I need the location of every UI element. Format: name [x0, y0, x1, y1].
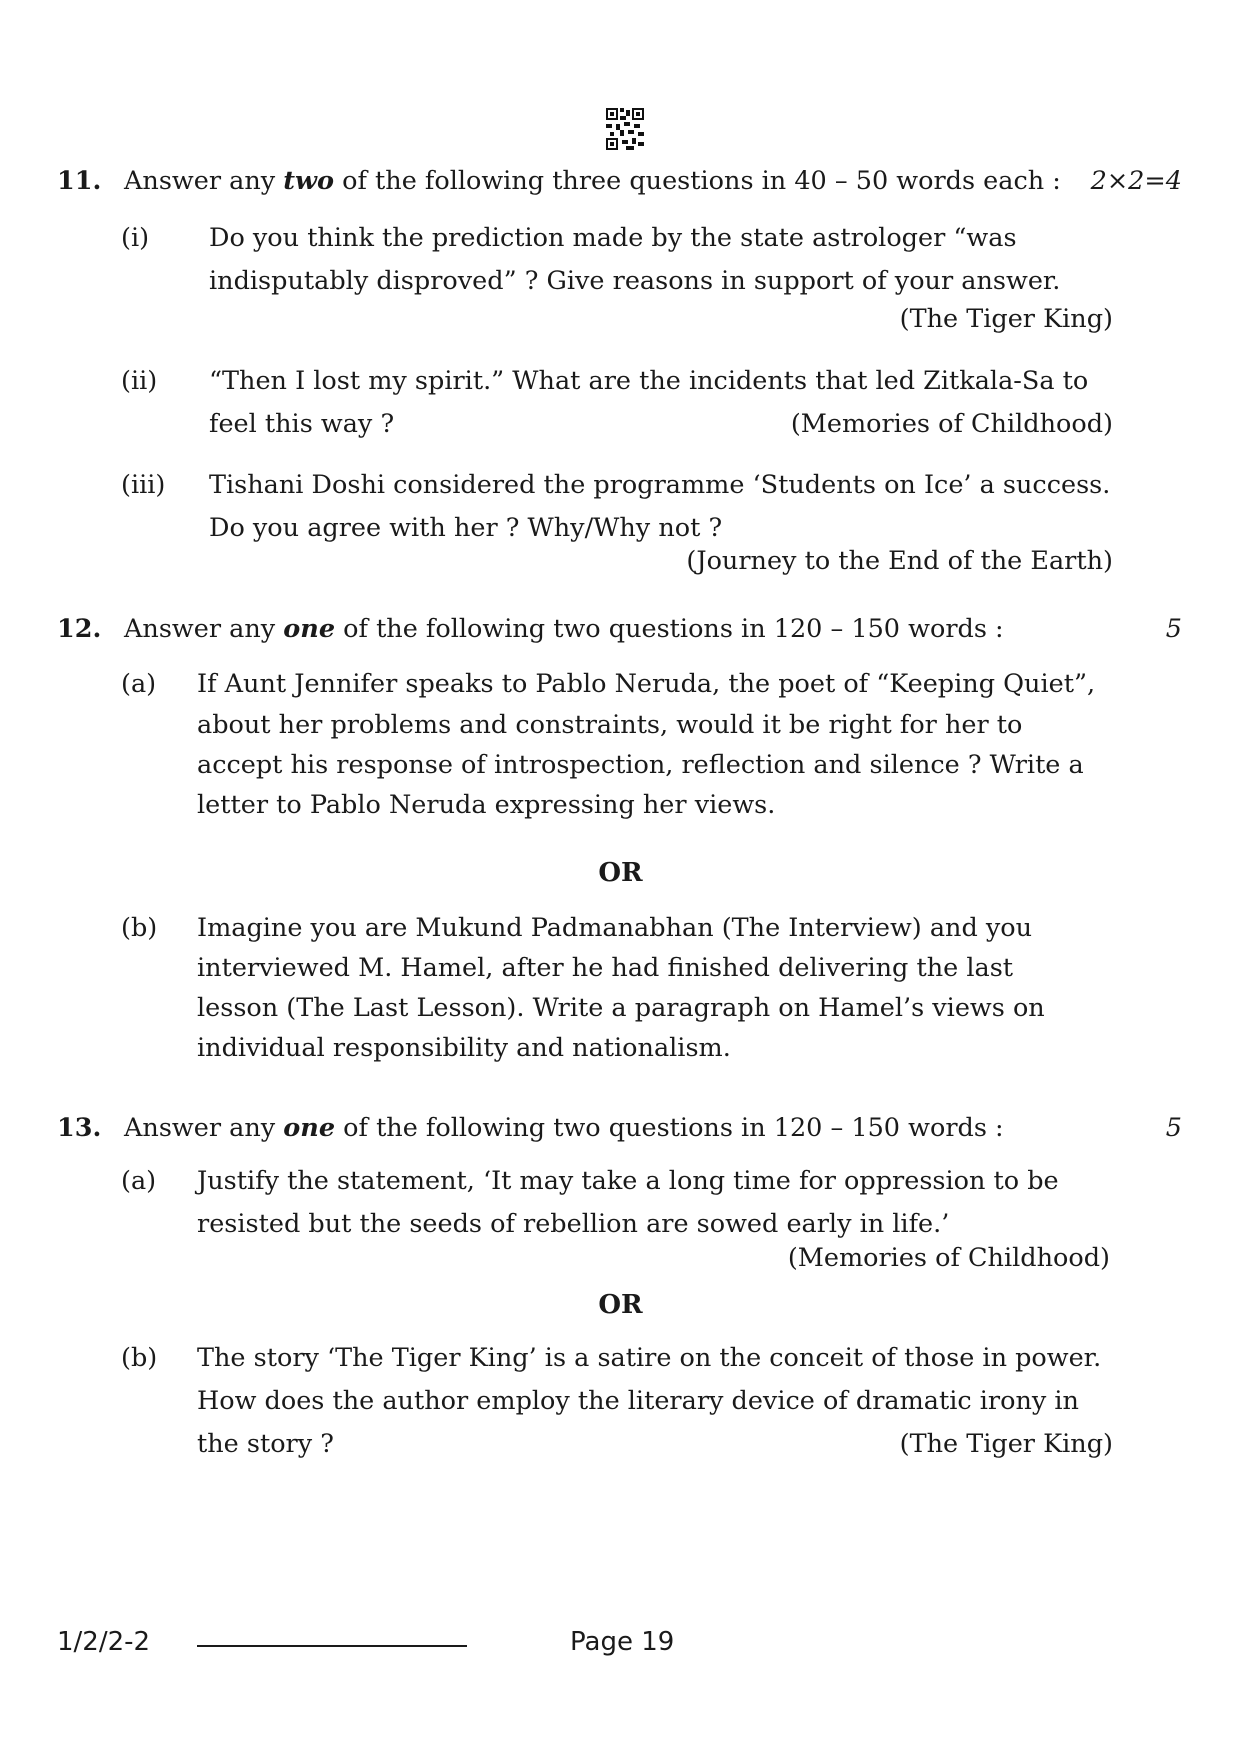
option-label: (b): [121, 913, 158, 943]
option-text-line: letter to Pablo Neruda expressing her views.: [197, 790, 776, 820]
item-label: (i): [121, 223, 150, 253]
option-text-line: Imagine you are Mukund Padmanabhan (The Interview) and you: [197, 913, 1033, 943]
item-text-line: indisputably disproved” ? Give reasons in support of your answer.: [209, 266, 1061, 296]
option-label: (a): [121, 669, 157, 699]
option-text-line: How does the author employ the literary device of dramatic irony in: [197, 1386, 1079, 1416]
marks-label: 5: [1165, 1113, 1182, 1143]
option-text-line: accept his response of introspection, reflection and silence ? Write a: [197, 750, 1084, 780]
item-text-line: feel this way ?: [209, 409, 395, 439]
question-stem: Answer any two of the following three questions in 40 – 50 words each :: [124, 166, 1061, 196]
option-text-line: The story ‘The Tiger King’ is a satire on the conceit of those in power.: [197, 1343, 1102, 1373]
option-text-line: interviewed M. Hamel, after he had finished delivering the last: [197, 953, 1014, 983]
or-divider: OR: [598, 1290, 643, 1320]
question-stem: Answer any one of the following two questions in 120 – 150 words :: [124, 614, 1004, 644]
qr-code-icon: [606, 108, 644, 150]
option-text-line: about her problems and constraints, would it be right for her to: [197, 710, 1023, 740]
marks-label: 2×2=4: [1090, 166, 1182, 196]
item-label: (ii): [121, 366, 158, 396]
page-number: Page 19: [570, 1627, 675, 1657]
source-reference: (The Tiger King): [899, 1429, 1113, 1459]
item-text-line: Tishani Doshi considered the programme ‘Students on Ice’ a success.: [209, 470, 1111, 500]
footer-rule: [197, 1645, 467, 1647]
question-number: 12.: [57, 614, 102, 644]
source-reference: (Memories of Childhood): [790, 409, 1113, 439]
option-text-line: lesson (The Last Lesson). Write a paragraph on Hamel’s views on: [197, 993, 1045, 1023]
paper-code: 1/2/2-2: [57, 1627, 151, 1657]
option-label: (a): [121, 1166, 157, 1196]
item-label: (iii): [121, 470, 166, 500]
item-text-line: Do you agree with her ? Why/Why not ?: [209, 513, 723, 543]
option-text-line: individual responsibility and nationalism.: [197, 1033, 731, 1063]
source-reference: (Journey to the End of the Earth): [686, 546, 1113, 576]
marks-label: 5: [1165, 614, 1182, 644]
question-number: 13.: [57, 1113, 102, 1143]
item-text-line: “Then I lost my spirit.” What are the incidents that led Zitkala-Sa to: [209, 366, 1089, 396]
option-text-line: the story ?: [197, 1429, 334, 1459]
option-text-line: Justify the statement, ‘It may take a long time for oppression to be: [197, 1166, 1059, 1196]
or-divider: OR: [598, 858, 643, 888]
option-text-line: If Aunt Jennifer speaks to Pablo Neruda, the poet of “Keeping Quiet”,: [197, 669, 1096, 699]
option-label: (b): [121, 1343, 158, 1373]
question-stem: Answer any one of the following two questions in 120 – 150 words :: [124, 1113, 1004, 1143]
item-text-line: Do you think the prediction made by the state astrologer “was: [209, 223, 1017, 253]
option-text-line: resisted but the seeds of rebellion are sowed early in life.’: [197, 1209, 950, 1239]
source-reference: (Memories of Childhood): [787, 1243, 1110, 1273]
question-number: 11.: [57, 166, 102, 196]
source-reference: (The Tiger King): [899, 304, 1113, 334]
